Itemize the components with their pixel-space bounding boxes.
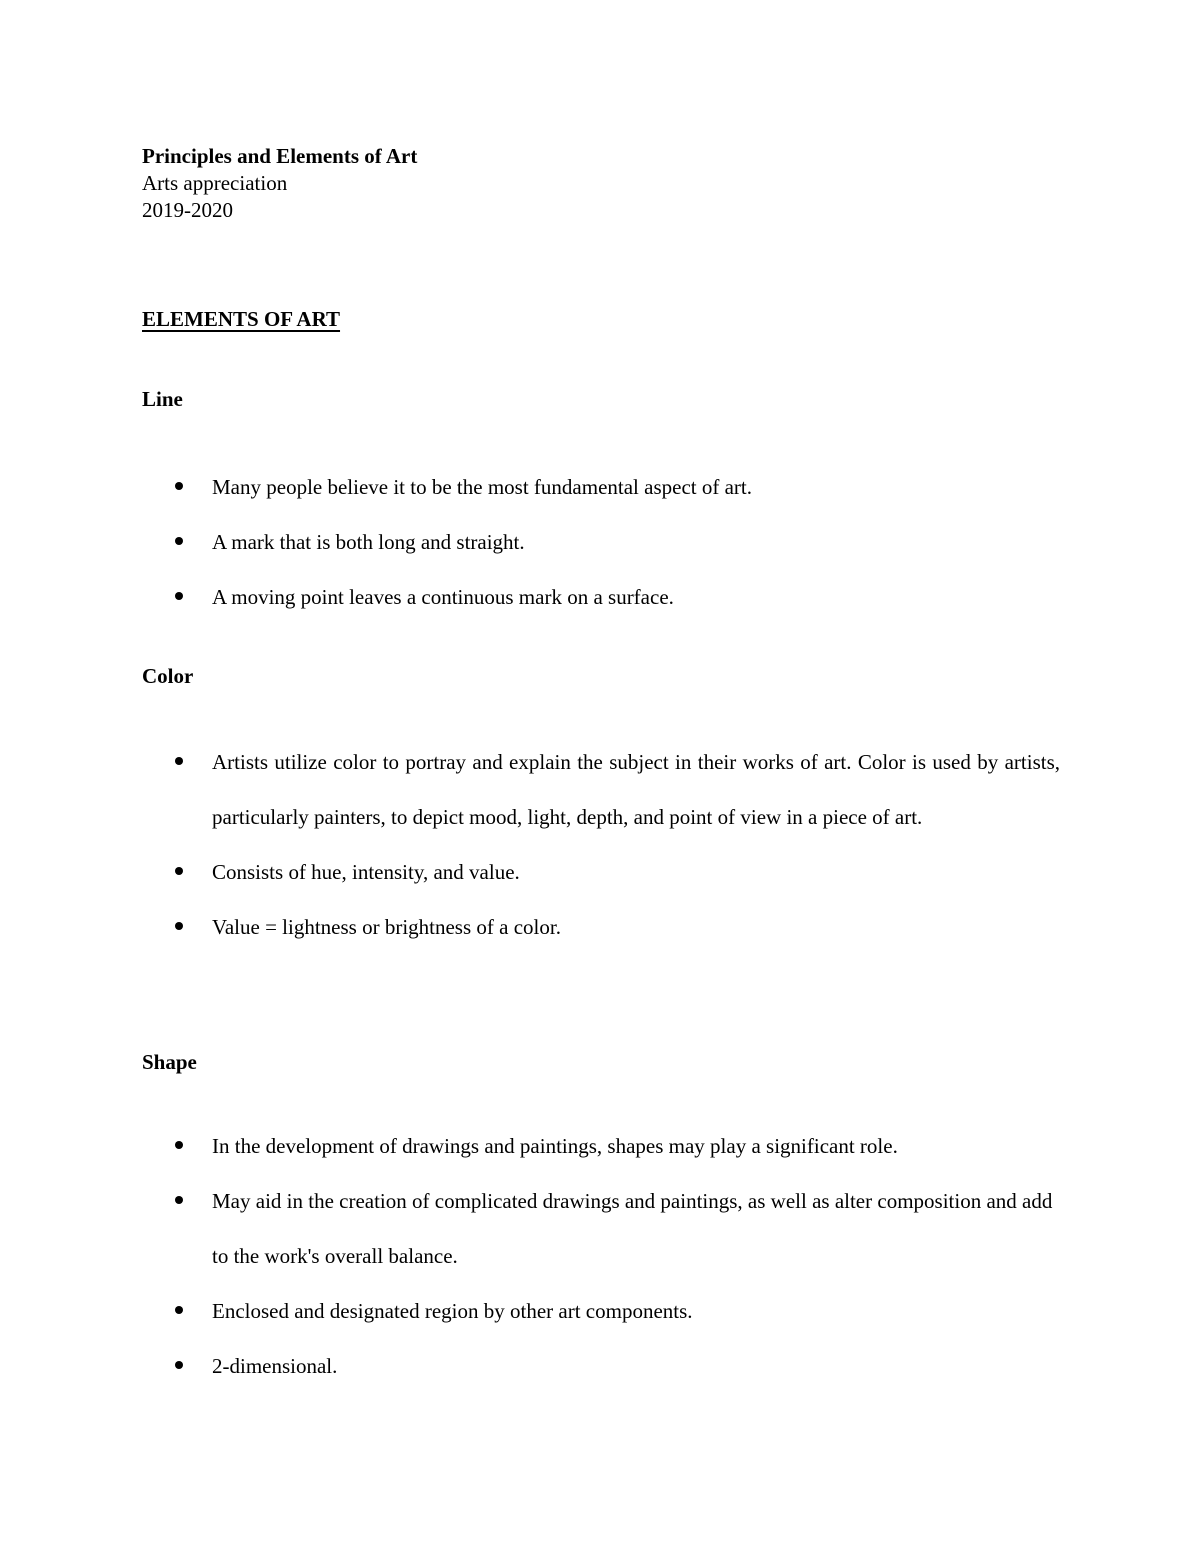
bullet-icon: [175, 482, 183, 490]
bullet-list-color: [0, 735, 1200, 955]
bullet-text: May aid in the creation of complicated drawings and paintings, as well as alter composition and add to the work's overall balance.: [212, 1189, 1053, 1268]
bullet-text: In the development of drawings and paintings, shapes may play a significant role.: [212, 1134, 898, 1158]
bullet-icon: [175, 1361, 183, 1369]
list-item: [0, 1119, 1200, 1174]
bullet-text: A mark that is both long and straight.: [212, 530, 525, 554]
bullet-list-shape: [0, 1119, 1200, 1394]
bullet-text: Many people believe it to be the most fundamental aspect of art.: [212, 475, 752, 499]
section-heading-shape: Shape: [142, 1050, 197, 1074]
list-item: [0, 1284, 1200, 1339]
list-item: [0, 460, 1200, 515]
bullet-icon: [175, 757, 183, 765]
list-item: [0, 1174, 1200, 1284]
list-item: [0, 845, 1200, 900]
bullet-text: Artists utilize color to portray and explain the subject in their works of art. Color is used by artists, particularly painters, to depict mood, light, depth, and point of view in a piece of art.: [212, 750, 1060, 829]
bullet-list-line: [0, 460, 1200, 625]
bullet-icon: [175, 537, 183, 545]
bullet-text: Enclosed and designated region by other art components.: [212, 1299, 693, 1323]
bullet-text: Value = lightness or brightness of a color.: [212, 915, 561, 939]
document-subtitle: Arts appreciation: [142, 171, 288, 195]
bullet-text: 2-dimensional.: [212, 1354, 338, 1378]
document-header: [142, 143, 417, 224]
list-item: [0, 900, 1200, 955]
bullet-icon: [175, 592, 183, 600]
section-heading-color: Color: [142, 664, 194, 688]
bullet-icon: [175, 1141, 183, 1149]
bullet-icon: [175, 1196, 183, 1204]
list-item: [0, 515, 1200, 570]
main-heading: ELEMENTS OF ART: [142, 307, 341, 331]
bullet-icon: [175, 867, 183, 875]
bullet-icon: [175, 1306, 183, 1314]
document-title: Principles and Elements of Art: [142, 144, 418, 168]
document-year: 2019-2020: [142, 198, 233, 222]
section-heading-line: Line: [142, 387, 183, 411]
list-item: [0, 1339, 1200, 1394]
list-item: [0, 735, 1200, 845]
bullet-text: Consists of hue, intensity, and value.: [212, 860, 520, 884]
bullet-icon: [175, 922, 183, 930]
bullet-text: A moving point leaves a continuous mark on a surface.: [212, 585, 674, 609]
list-item: [0, 570, 1200, 625]
